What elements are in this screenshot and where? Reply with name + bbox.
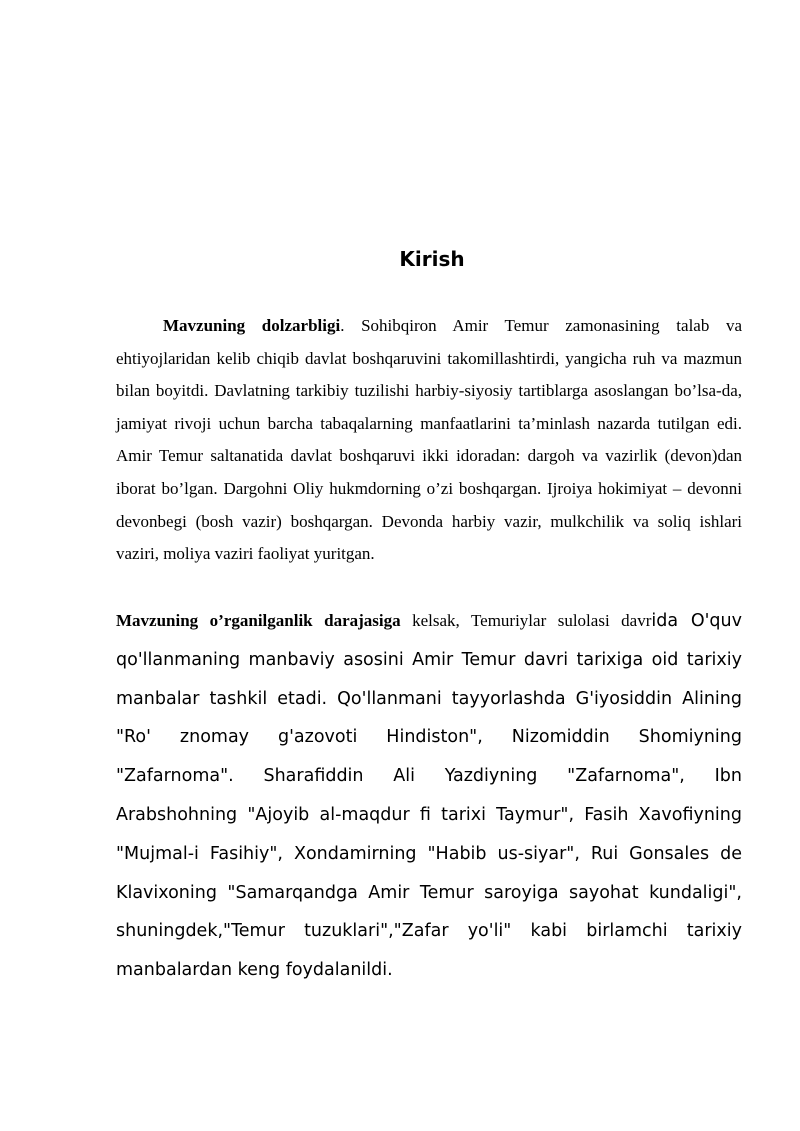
relevance-heading: Mavzuning dolzarbligi (163, 316, 341, 335)
relevance-paragraph (116, 310, 742, 571)
study-level-text-serif: kelsak, Temuriylar sulolasi davr (400, 611, 652, 630)
relevance-heading-punct: . (340, 316, 345, 335)
study-level-heading: Mavzuning o’rganilganlik darajasiga (116, 611, 401, 630)
relevance-text: Sohibqiron Amir Temur zamonasining talab va ehtiyojlaridan kelib chiqib davlat boshqaruvini takomillashtirdi, yangicha ruh va mazmun bilan boyitdi. Davlatning tarkibiy tuzilishi harbiy-siyosiy tartiblarga asoslangan bo’lsa-da, jamiyat rivoji uchun barcha tabaqalarning manfaatlarini ta’minlash nazarda tutilgan edi. Amir Temur saltanatida davlat boshqaruvi ikki idoradan: dargoh va vazirlik (devon)dan iborat bo’lgan. Dargohni Oliy hukmdorning o’zi boshqargan. Ijroiya hokimiyat – devonni devonbegi (bosh vazir) boshqargan. Devonda harbiy vazir, mulkchilik va soliq ishlari vaziri, moliya vaziri faoliyat yuritgan. (116, 316, 742, 564)
page-title: Kirish (399, 247, 465, 271)
study-level-paragraph (116, 602, 742, 990)
study-level-text-sans: ida O'quv qo'llanmaning manbaviy asosini Amir Temur davri tarixiga oid tarixiy manbalar tashkil etadi. Qo'llanmani tayyorlashda G'iyosiddin Alining "Ro' znomay g'azovoti Hindiston", Nizomiddin Shomiyning "Zafarnoma". Sharafiddin Ali Yazdiyning "Zafarnoma", Ibn Arabshohning "Ajoyib al-maqdur fi tarixi Taymur", Fasih Xavofiyning "Mujmal-i Fasihiy", Xondamirning "Habib us-siyar", Rui Gonsales de Klavixoning "Samarqandga Amir Temur saroyiga sayohat kundaligi", shuningdek,"Temur tuzuklari","Zafar yo'li" kabi birlamchi tarixiy manbalardan keng foydalanildi. (116, 611, 742, 981)
